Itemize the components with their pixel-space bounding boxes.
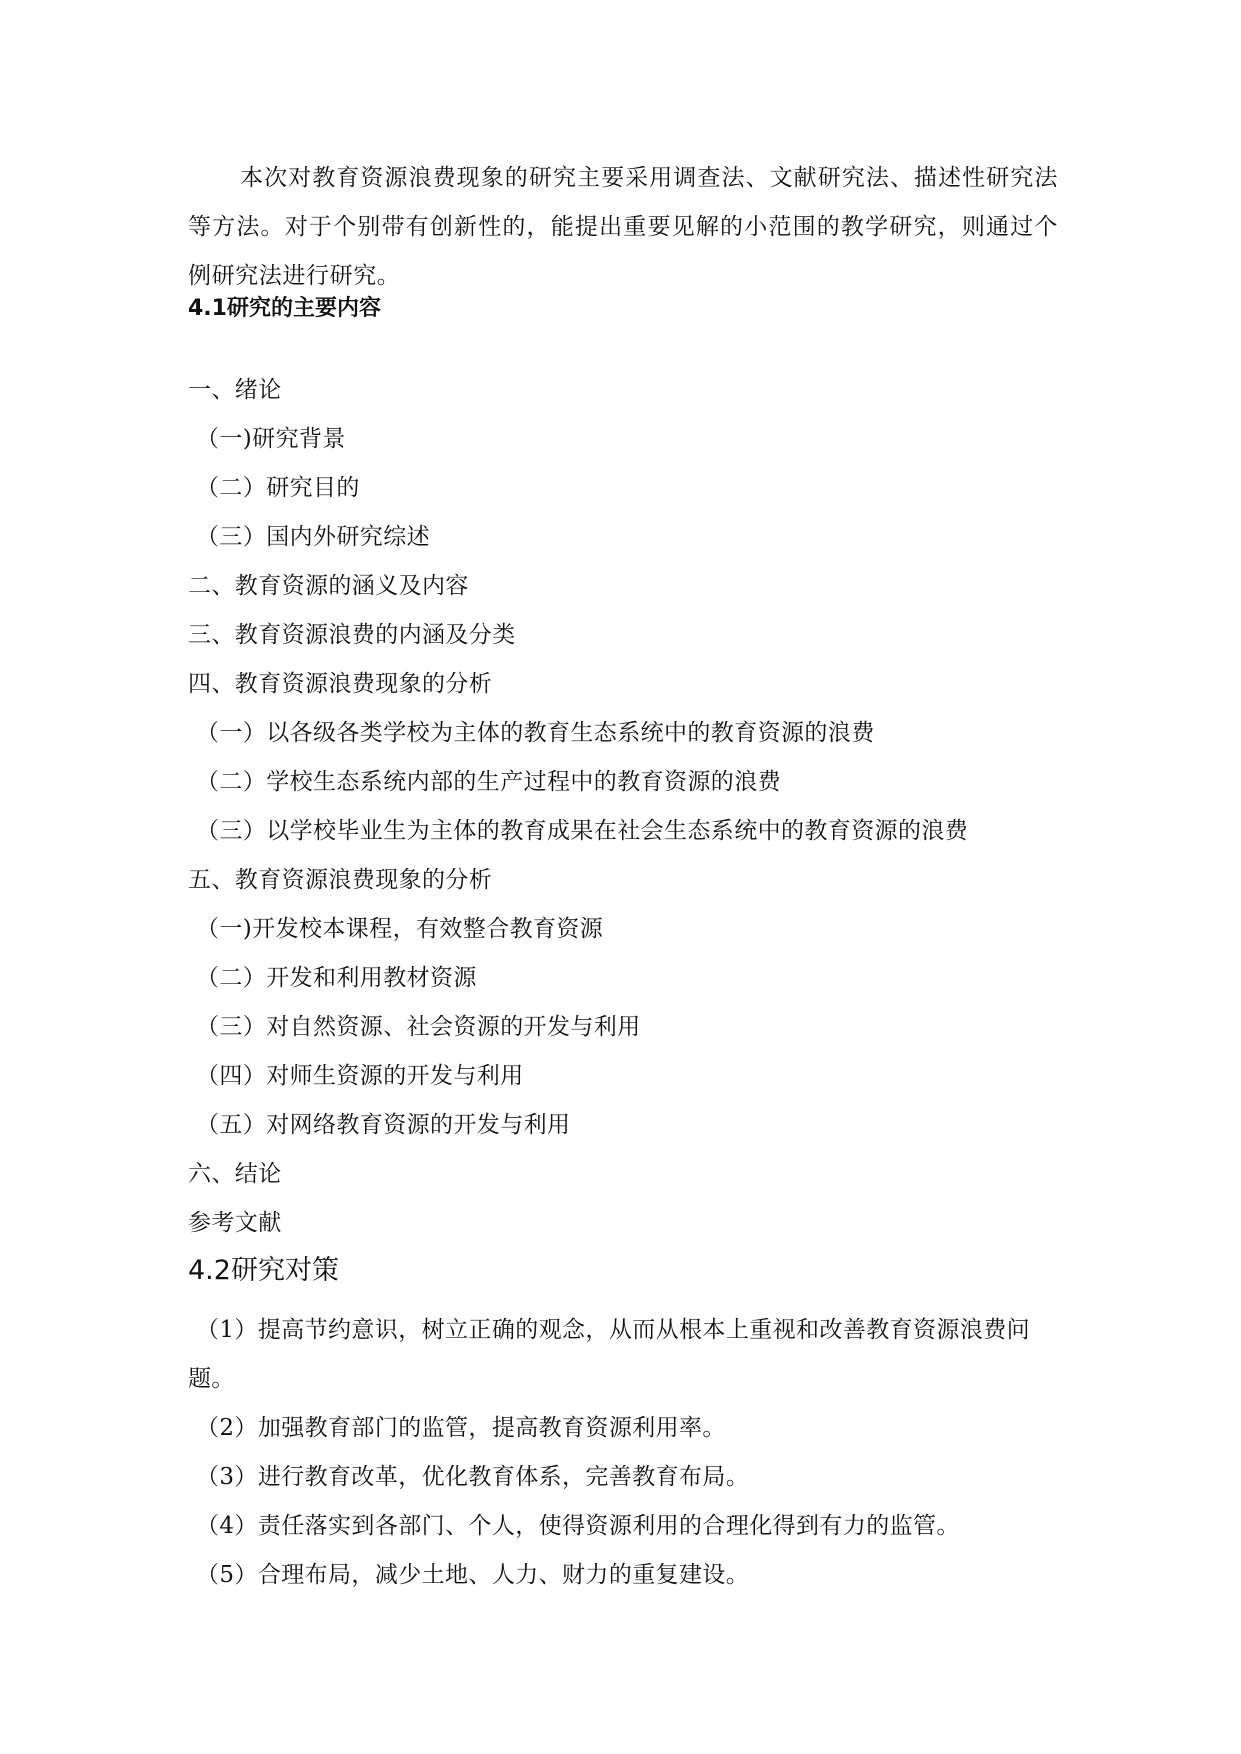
outline-item: （四）对师生资源的开发与利用 (196, 1063, 524, 1089)
outline-item: 二、教育资源的涵义及内容 (188, 573, 469, 599)
outline-item: 四、教育资源浪费现象的分析 (188, 671, 493, 697)
countermeasures-list (188, 1306, 1058, 1600)
measure-item: （2）加强教育部门的监管，提高教育资源利用率。 (196, 1415, 726, 1441)
measure-item: （5）合理布局，减少土地、人力、财力的重复建设。 (196, 1562, 750, 1588)
research-outline (188, 366, 1088, 1248)
outline-item: （五）对网络教育资源的开发与利用 (196, 1112, 571, 1138)
outline-item: （一）以各级各类学校为主体的教育生态系统中的教育资源的浪费 (196, 720, 875, 746)
outline-item: 六、结论 (188, 1161, 282, 1187)
outline-item: 参考文献 (188, 1210, 282, 1236)
outline-item: 三、教育资源浪费的内涵及分类 (188, 622, 516, 648)
outline-item: （三）对自然资源、社会资源的开发与利用 (196, 1014, 641, 1040)
section-heading-4-1: 4.1研究的主要内容 (188, 296, 381, 321)
outline-item: （二）研究目的 (196, 475, 360, 501)
outline-item: 五、教育资源浪费现象的分析 (188, 867, 493, 893)
measure-item: （1）提高节约意识，树立正确的观念，从而从根本上重视和改善教育资源浪费问题。 (188, 1317, 1031, 1392)
intro-paragraph: 本次对教育资源浪费现象的研究主要采用调查法、文献研究法、描述性研究法等方法。对于个别带有创新性的，能提出重要见解的小范围的教学研究，则通过个例研究法进行研究。 (188, 165, 1058, 289)
outline-item: （三）国内外研究综述 (196, 524, 430, 550)
section-heading-4-2: 4.2研究对策 (188, 1255, 339, 1286)
outline-item: 一、绪论 (188, 377, 282, 403)
outline-item: （一)研究背景 (196, 426, 346, 452)
measure-item: （4）责任落实到各部门、个人，使得资源利用的合理化得到有力的监管。 (196, 1513, 960, 1539)
measure-item: （3）进行教育改革，优化教育体系，完善教育布局。 (196, 1464, 750, 1490)
outline-item: （二）开发和利用教材资源 (196, 965, 477, 991)
outline-item: （二）学校生态系统内部的生产过程中的教育资源的浪费 (196, 769, 781, 795)
outline-item: （三）以学校毕业生为主体的教育成果在社会生态系统中的教育资源的浪费 (196, 818, 969, 844)
outline-item: （一)开发校本课程，有效整合教育资源 (196, 916, 604, 942)
